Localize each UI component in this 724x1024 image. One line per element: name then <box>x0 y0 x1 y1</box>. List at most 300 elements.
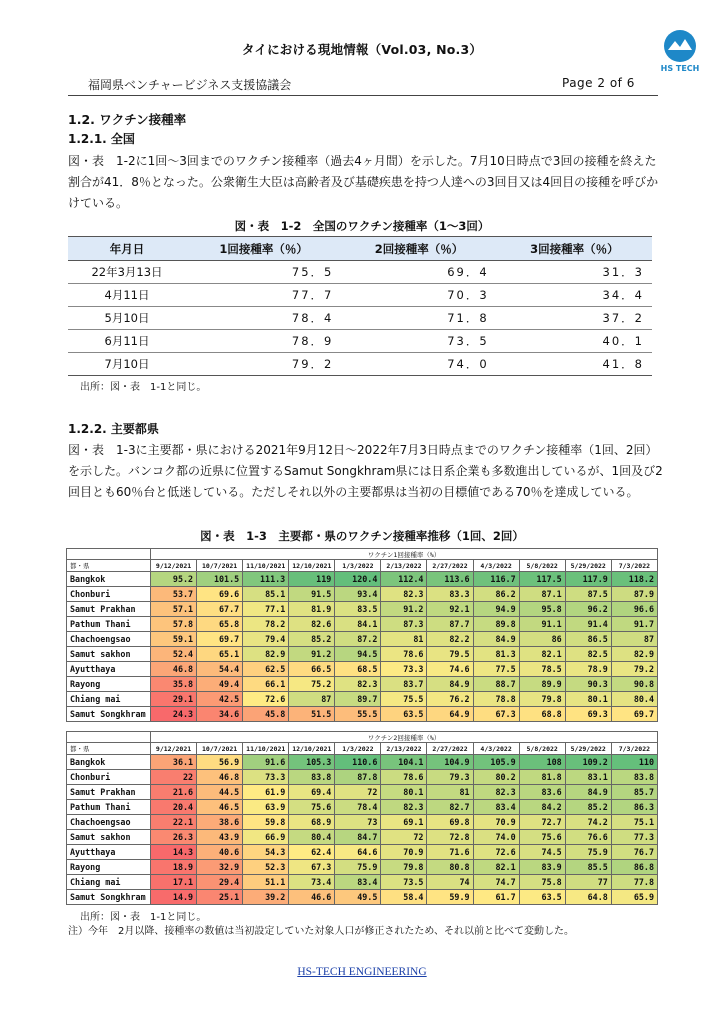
heatmap-row <box>67 692 658 707</box>
heatmap-value-cell: 118.2 <box>611 572 657 587</box>
heatmap-value-cell: 83.4 <box>335 875 381 890</box>
heatmap-row <box>67 617 658 632</box>
table-cell-rate: 73．5 <box>341 330 496 353</box>
heatmap-value-cell: 61.7 <box>473 890 519 905</box>
heatmap-value-cell: 69.3 <box>565 707 611 722</box>
heatmap-value-cell: 91.6 <box>243 755 289 770</box>
heatmap-row <box>67 647 658 662</box>
heatmap-value-cell: 78.2 <box>243 617 289 632</box>
heatmap-value-cell: 77.8 <box>611 875 657 890</box>
heatmap-value-cell: 42.5 <box>197 692 243 707</box>
heatmap-value-cell: 83.1 <box>565 770 611 785</box>
heatmap-value-cell: 108 <box>519 755 565 770</box>
heatmap-value-cell: 91.4 <box>565 617 611 632</box>
heatmap-value-cell: 119 <box>289 572 335 587</box>
heatmap-province-name: Samut sakhon <box>67 830 151 845</box>
heatmap-value-cell: 90.8 <box>611 677 657 692</box>
heatmap-header-row <box>67 743 658 755</box>
column-header-dose2: 2回接種率（％） <box>341 237 496 261</box>
column-header-dose3: 3回接種率（％） <box>497 237 652 261</box>
heatmap-date-header: 5/29/2022 <box>565 743 611 755</box>
heatmap-value-cell: 63.5 <box>519 890 565 905</box>
heatmap-value-cell: 104.1 <box>381 755 427 770</box>
heatmap-value-cell: 80.1 <box>381 785 427 800</box>
heatmap-value-cell: 84.1 <box>335 617 381 632</box>
heatmap-value-cell: 72.8 <box>427 830 473 845</box>
heatmap-group-title: ワクチン2回接種率（%） <box>151 732 658 743</box>
heatmap-value-cell: 117.5 <box>519 572 565 587</box>
heatmap-value-cell: 94.5 <box>335 647 381 662</box>
table-cell-rate: 34．4 <box>497 284 652 307</box>
heatmap-value-cell: 69.8 <box>427 815 473 830</box>
heatmap-value-cell: 59.9 <box>427 890 473 905</box>
heatmap-value-cell: 67.7 <box>197 602 243 617</box>
heatmap-province-name: Ayutthaya <box>67 845 151 860</box>
section-heading-1-2: 1.2. ワクチン接種率 <box>68 112 187 127</box>
heatmap-value-cell: 76.7 <box>611 845 657 860</box>
heatmap-value-cell: 63.5 <box>381 707 427 722</box>
table-cell-rate: 78．9 <box>186 330 341 353</box>
table-cell-date: 5月10日 <box>68 307 186 330</box>
heatmap-value-cell: 75.9 <box>565 845 611 860</box>
heatmap-value-cell: 104.9 <box>427 755 473 770</box>
heatmap-value-cell: 21.6 <box>151 785 197 800</box>
heatmap-date-header: 12/10/2021 <box>289 743 335 755</box>
heatmap-date-header: 10/7/2021 <box>197 743 243 755</box>
heatmap-value-cell: 81.8 <box>519 770 565 785</box>
heatmap-value-cell: 52.3 <box>243 860 289 875</box>
heatmap-value-cell: 80.4 <box>611 692 657 707</box>
heatmap-value-cell: 80.1 <box>565 692 611 707</box>
heatmap-row <box>67 815 658 830</box>
heatmap-value-cell: 77 <box>565 875 611 890</box>
heatmap-value-cell: 40.6 <box>197 845 243 860</box>
page-number: Page 2 of 6 <box>562 76 635 90</box>
heatmap-value-cell: 74.7 <box>473 875 519 890</box>
table-cell-date: 7月10日 <box>68 353 186 376</box>
heatmap-row <box>67 677 658 692</box>
heatmap-value-cell: 18.9 <box>151 860 197 875</box>
heatmap-value-cell: 76.6 <box>565 830 611 845</box>
heatmap-value-cell: 35.8 <box>151 677 197 692</box>
heatmap-value-cell: 89.7 <box>335 692 381 707</box>
heatmap-value-cell: 72 <box>381 830 427 845</box>
heatmap-group-row <box>67 732 658 743</box>
heatmap-value-cell: 69.6 <box>197 587 243 602</box>
heatmap-value-cell: 95.8 <box>519 602 565 617</box>
heatmap-group-title: ワクチン1回接種率（%） <box>151 549 658 560</box>
heatmap-value-cell: 54.4 <box>197 662 243 677</box>
heatmap-province-name: Chiang mai <box>67 875 151 890</box>
heatmap-value-cell: 81 <box>381 632 427 647</box>
heatmap-row <box>67 890 658 905</box>
heatmap-value-cell: 82.9 <box>611 647 657 662</box>
heatmap-row <box>67 860 658 875</box>
heatmap-value-cell: 24.3 <box>151 707 197 722</box>
heatmap-value-cell: 75.1 <box>611 815 657 830</box>
heatmap-value-cell: 36.1 <box>151 755 197 770</box>
heatmap-date-header: 2/13/2022 <box>381 743 427 755</box>
heatmap-date-header: 5/29/2022 <box>565 560 611 572</box>
header-organization: 福岡県ベンチャービジネス支援協議会 <box>88 78 292 92</box>
heatmap-value-cell: 46.5 <box>197 800 243 815</box>
heatmap-value-cell: 82.2 <box>427 632 473 647</box>
heatmap-value-cell: 51.1 <box>243 875 289 890</box>
heatmap-value-cell: 59.1 <box>151 632 197 647</box>
section-heading-1-2-1: 1.2.1. 全国 <box>68 132 135 146</box>
section-heading-1-2-2: 1.2.2. 主要都県 <box>68 422 159 436</box>
heatmap-value-cell: 52.4 <box>151 647 197 662</box>
heatmap-value-cell: 80.8 <box>427 860 473 875</box>
heatmap-value-cell: 81 <box>427 785 473 800</box>
heatmap-value-cell: 105.3 <box>289 755 335 770</box>
heatmap-value-cell: 73.3 <box>381 662 427 677</box>
heatmap-value-cell: 78.5 <box>519 662 565 677</box>
heatmap-value-cell: 91.1 <box>519 617 565 632</box>
heatmap-value-cell: 87.5 <box>565 587 611 602</box>
heatmap-value-cell: 84.7 <box>335 830 381 845</box>
heatmap-value-cell: 44.5 <box>197 785 243 800</box>
heatmap-province-name: Samut Songkhram <box>67 890 151 905</box>
heatmap-value-cell: 79.5 <box>427 647 473 662</box>
table-cell-rate: 77．7 <box>186 284 341 307</box>
heatmap-date-header: 9/12/2021 <box>151 560 197 572</box>
heatmap-row <box>67 662 658 677</box>
heatmap-value-cell: 83.3 <box>427 587 473 602</box>
heatmap-value-cell: 117.9 <box>565 572 611 587</box>
caption-table-1-3: 図・表 1-3 主要都・県のワクチン接種率推移（1回、2回） <box>200 529 524 543</box>
heatmap-value-cell: 68.9 <box>289 815 335 830</box>
heatmap-row <box>67 632 658 647</box>
heatmap-row <box>67 875 658 890</box>
heatmap-value-cell: 22 <box>151 770 197 785</box>
heatmap-rowhead: 都・県 <box>67 743 151 755</box>
heatmap-value-cell: 69.1 <box>381 815 427 830</box>
heatmap-value-cell: 85.2 <box>565 800 611 815</box>
table-row <box>68 307 652 330</box>
heatmap-value-cell: 78.6 <box>381 770 427 785</box>
heatmap-value-cell: 69.7 <box>197 632 243 647</box>
hs-tech-logo <box>656 26 704 74</box>
heatmap-value-cell: 72.6 <box>473 845 519 860</box>
heatmap-value-cell: 87 <box>289 692 335 707</box>
heatmap-value-cell: 65.8 <box>197 617 243 632</box>
heatmap-value-cell: 80.4 <box>289 830 335 845</box>
heatmap-value-cell: 54.3 <box>243 845 289 860</box>
heatmap-value-cell: 78.9 <box>565 662 611 677</box>
heatmap-value-cell: 116.7 <box>473 572 519 587</box>
heatmap-date-header: 5/8/2022 <box>519 560 565 572</box>
heatmap-value-cell: 29.4 <box>197 875 243 890</box>
heatmap-value-cell: 75.5 <box>381 692 427 707</box>
heatmap-value-cell: 110.6 <box>335 755 381 770</box>
heatmap-value-cell: 77.3 <box>611 830 657 845</box>
heatmap-value-cell: 82.5 <box>565 647 611 662</box>
heatmap-value-cell: 89.8 <box>473 617 519 632</box>
heatmap-value-cell: 82.3 <box>381 800 427 815</box>
heatmap-value-cell: 46.8 <box>197 770 243 785</box>
table-cell-date: 6月11日 <box>68 330 186 353</box>
heatmap-value-cell: 78.6 <box>381 647 427 662</box>
heatmap-value-cell: 86.8 <box>611 860 657 875</box>
heatmap-value-cell: 87.2 <box>335 632 381 647</box>
heatmap-value-cell: 83.8 <box>289 770 335 785</box>
paragraph-provinces: 図・表 1-3に主要都・県における2021年9月12日～2022年7月3日時点までのワクチン接種率（1回、2回）を示した。バンコク都の近県に位置するSamut Songkhram県には日系企業も多数進出しているが、1回及び2回目とも60％台と低迷している。ただしそれ以外の主要都県は当初の目標値である70％を達成している。 <box>68 443 663 499</box>
heatmap-value-cell: 84.9 <box>427 677 473 692</box>
heatmap-value-cell: 49.4 <box>197 677 243 692</box>
heatmap-value-cell: 91.2 <box>289 647 335 662</box>
heatmap-province-name: Samut Songkhram <box>67 707 151 722</box>
heatmap-value-cell: 83.8 <box>611 770 657 785</box>
heatmap-value-cell: 32.9 <box>197 860 243 875</box>
heatmap-value-cell: 90.3 <box>565 677 611 692</box>
heatmap-value-cell: 61.9 <box>243 785 289 800</box>
heatmap-value-cell: 84.2 <box>519 800 565 815</box>
table-row <box>68 261 652 284</box>
heatmap-value-cell: 82.7 <box>427 800 473 815</box>
heatmap-value-cell: 120.4 <box>335 572 381 587</box>
heatmap-value-cell: 75.9 <box>335 860 381 875</box>
heatmap-value-cell: 66.9 <box>243 830 289 845</box>
heatmap-value-cell: 82.6 <box>289 617 335 632</box>
heatmap-value-cell: 69.4 <box>289 785 335 800</box>
heatmap-value-cell: 75.6 <box>289 800 335 815</box>
heatmap-date-header: 11/10/2021 <box>243 743 289 755</box>
heatmap-value-cell: 34.6 <box>197 707 243 722</box>
heatmap-value-cell: 73.4 <box>289 875 335 890</box>
heatmap-value-cell: 22.1 <box>151 815 197 830</box>
heatmap-value-cell: 25.1 <box>197 890 243 905</box>
heatmap-value-cell: 105.9 <box>473 755 519 770</box>
heatmap-value-cell: 87.3 <box>381 617 427 632</box>
heatmap-value-cell: 96.2 <box>565 602 611 617</box>
dose2-heatmap-table <box>66 731 658 905</box>
heatmap-value-cell: 67.3 <box>289 860 335 875</box>
heatmap-value-cell: 75.6 <box>519 830 565 845</box>
heatmap-province-name: Ayutthaya <box>67 662 151 677</box>
source-note-1: 出所：図・表 1-1と同じ。 <box>80 382 207 393</box>
paragraph-national: 図・表 1-2に1回～3回までのワクチン接種率（過去4ヶ月間）を示した。7月10日時点で3回の接種を終えた割合が41．8％となった。公衆衛生大臣は高齢者及び基礎疾患を持つ人達への3回目又は4回目の接種を呼びかけている。 <box>68 154 659 210</box>
heatmap-value-cell: 79.4 <box>243 632 289 647</box>
header-divider <box>68 95 658 96</box>
heatmap-value-cell: 81.9 <box>289 602 335 617</box>
heatmap-value-cell: 74.6 <box>427 662 473 677</box>
heatmap-value-cell: 83.7 <box>381 677 427 692</box>
table-cell-rate: 71．8 <box>341 307 496 330</box>
heatmap-value-cell: 86 <box>519 632 565 647</box>
heatmap-value-cell: 86.2 <box>473 587 519 602</box>
table-cell-rate: 74．0 <box>341 353 496 376</box>
heatmap-value-cell: 55.5 <box>335 707 381 722</box>
table-cell-rate: 79．2 <box>186 353 341 376</box>
footnote: 注）今年 2月以降、接種率の数値は当初設定していた対象人口が修正されたため、それ以前と比べて変動した。 <box>68 926 574 937</box>
heatmap-value-cell: 85.5 <box>565 860 611 875</box>
heatmap-value-cell: 110 <box>611 755 657 770</box>
heatmap-value-cell: 64.6 <box>335 845 381 860</box>
heatmap-value-cell: 83.6 <box>519 785 565 800</box>
heatmap-row <box>67 800 658 815</box>
heatmap-value-cell: 79.2 <box>611 662 657 677</box>
heatmap-value-cell: 86.3 <box>611 800 657 815</box>
heatmap-value-cell: 94.9 <box>473 602 519 617</box>
heatmap-date-header: 1/3/2022 <box>335 743 381 755</box>
heatmap-value-cell: 73.5 <box>381 875 427 890</box>
heatmap-value-cell: 83.5 <box>335 602 381 617</box>
heatmap-value-cell: 68.8 <box>519 707 565 722</box>
heatmap-value-cell: 65.9 <box>611 890 657 905</box>
heatmap-value-cell: 46.6 <box>289 890 335 905</box>
heatmap-value-cell: 58.4 <box>381 890 427 905</box>
heatmap-value-cell: 38.6 <box>197 815 243 830</box>
heatmap-value-cell: 73 <box>335 815 381 830</box>
heatmap-province-name: Bangkok <box>67 572 151 587</box>
heatmap-value-cell: 57.8 <box>151 617 197 632</box>
heatmap-value-cell: 70.9 <box>473 815 519 830</box>
heatmap-date-header: 12/10/2021 <box>289 560 335 572</box>
heatmap-value-cell: 111.3 <box>243 572 289 587</box>
heatmap-province-name: Chachoengsao <box>67 632 151 647</box>
heatmap-value-cell: 67.3 <box>473 707 519 722</box>
heatmap-province-name: Samut sakhon <box>67 647 151 662</box>
heatmap-value-cell: 72.7 <box>519 815 565 830</box>
table-cell-date: 22年3月13日 <box>68 261 186 284</box>
heatmap-value-cell: 46.8 <box>151 662 197 677</box>
heatmap-value-cell: 112.4 <box>381 572 427 587</box>
footer-link[interactable]: HS-TECH ENGINEERING <box>297 966 427 978</box>
heatmap-value-cell: 75.2 <box>289 677 335 692</box>
table-cell-rate: 78．4 <box>186 307 341 330</box>
heatmap-value-cell: 101.5 <box>197 572 243 587</box>
heatmap-value-cell: 92.1 <box>427 602 473 617</box>
heatmap-value-cell: 68.5 <box>335 662 381 677</box>
heatmap-value-cell: 78.8 <box>473 692 519 707</box>
heatmap-date-header: 2/27/2022 <box>427 560 473 572</box>
table-row <box>68 330 652 353</box>
heatmap-value-cell: 87.8 <box>335 770 381 785</box>
heatmap-value-cell: 64.9 <box>427 707 473 722</box>
heatmap-value-cell: 85.1 <box>243 587 289 602</box>
heatmap-row <box>67 770 658 785</box>
heatmap-value-cell: 73.3 <box>243 770 289 785</box>
heatmap-value-cell: 80.2 <box>473 770 519 785</box>
heatmap-value-cell: 82.3 <box>381 587 427 602</box>
heatmap-value-cell: 29.1 <box>151 692 197 707</box>
heatmap-value-cell: 26.3 <box>151 830 197 845</box>
heatmap-row <box>67 587 658 602</box>
table-row <box>68 353 652 376</box>
heatmap-value-cell: 79.8 <box>381 860 427 875</box>
heatmap-value-cell: 74.5 <box>519 845 565 860</box>
heatmap-province-name: Chonburi <box>67 587 151 602</box>
heatmap-value-cell: 95.2 <box>151 572 197 587</box>
heatmap-value-cell: 59.8 <box>243 815 289 830</box>
heatmap-value-cell: 89.9 <box>519 677 565 692</box>
heatmap-value-cell: 85.7 <box>611 785 657 800</box>
heatmap-value-cell: 77.1 <box>243 602 289 617</box>
heatmap-value-cell: 83.9 <box>519 860 565 875</box>
heatmap-province-name: Chiang mai <box>67 692 151 707</box>
heatmap-province-name: Chachoengsao <box>67 815 151 830</box>
heatmap-value-cell: 65.1 <box>197 647 243 662</box>
heatmap-row <box>67 755 658 770</box>
heatmap-value-cell: 17.1 <box>151 875 197 890</box>
heatmap-value-cell: 87 <box>611 632 657 647</box>
heatmap-rowhead: 都・県 <box>67 560 151 572</box>
heatmap-value-cell: 79.8 <box>519 692 565 707</box>
heatmap-value-cell: 56.9 <box>197 755 243 770</box>
heatmap-value-cell: 63.9 <box>243 800 289 815</box>
heatmap-date-header: 7/3/2022 <box>611 560 657 572</box>
heatmap-province-name: Rayong <box>67 677 151 692</box>
heatmap-row <box>67 845 658 860</box>
heatmap-province-name: Rayong <box>67 860 151 875</box>
heatmap-value-cell: 88.7 <box>473 677 519 692</box>
heatmap-value-cell: 93.4 <box>335 587 381 602</box>
source-note-2: 出所：図・表 1-1と同じ。 <box>80 912 207 923</box>
heatmap-value-cell: 109.2 <box>565 755 611 770</box>
heatmap-value-cell: 87.7 <box>427 617 473 632</box>
heatmap-value-cell: 66.5 <box>289 662 335 677</box>
heatmap-value-cell: 53.7 <box>151 587 197 602</box>
table-cell-rate: 31．3 <box>497 261 652 284</box>
heatmap-province-name: Pathum Thani <box>67 800 151 815</box>
heatmap-value-cell: 14.9 <box>151 890 197 905</box>
heatmap-value-cell: 43.9 <box>197 830 243 845</box>
heatmap-province-name: Samut Prakhan <box>67 602 151 617</box>
table-cell-rate: 37．2 <box>497 307 652 330</box>
heatmap-value-cell: 82.3 <box>473 785 519 800</box>
heatmap-date-header: 2/13/2022 <box>381 560 427 572</box>
heatmap-value-cell: 76.2 <box>427 692 473 707</box>
heatmap-value-cell: 79.3 <box>427 770 473 785</box>
heatmap-value-cell: 85.2 <box>289 632 335 647</box>
heatmap-value-cell: 74.2 <box>565 815 611 830</box>
heatmap-value-cell: 20.4 <box>151 800 197 815</box>
heatmap-value-cell: 113.6 <box>427 572 473 587</box>
heatmap-value-cell: 64.8 <box>565 890 611 905</box>
heatmap-value-cell: 74.0 <box>473 830 519 845</box>
heatmap-value-cell: 62.4 <box>289 845 335 860</box>
table-cell-date: 4月11日 <box>68 284 186 307</box>
heatmap-value-cell: 87.1 <box>519 587 565 602</box>
table-cell-rate: 41．8 <box>497 353 652 376</box>
column-header-dose1: 1回接種率（％） <box>186 237 341 261</box>
heatmap-date-header: 9/12/2021 <box>151 743 197 755</box>
heatmap-value-cell: 39.2 <box>243 890 289 905</box>
table-cell-rate: 75．5 <box>186 261 341 284</box>
heatmap-value-cell: 82.1 <box>519 647 565 662</box>
heatmap-date-header: 5/8/2022 <box>519 743 565 755</box>
column-header-date: 年月日 <box>68 237 186 261</box>
heatmap-province-name: Chonburi <box>67 770 151 785</box>
heatmap-value-cell: 82.9 <box>243 647 289 662</box>
heatmap-date-header: 4/3/2022 <box>473 560 519 572</box>
heatmap-value-cell: 71.6 <box>427 845 473 860</box>
heatmap-value-cell: 87.9 <box>611 587 657 602</box>
heatmap-row <box>67 602 658 617</box>
heatmap-date-header: 7/3/2022 <box>611 743 657 755</box>
table-row <box>68 284 652 307</box>
heatmap-value-cell: 82.3 <box>335 677 381 692</box>
logo-text: HS TECH <box>660 64 700 73</box>
heatmap-row <box>67 707 658 722</box>
heatmap-value-cell: 45.8 <box>243 707 289 722</box>
heatmap-value-cell: 84.9 <box>565 785 611 800</box>
heatmap-value-cell: 49.5 <box>335 890 381 905</box>
heatmap-value-cell: 91.2 <box>381 602 427 617</box>
heatmap-value-cell: 72.6 <box>243 692 289 707</box>
caption-table-1-2: 図・表 1-2 全国のワクチン接種率（1～3回） <box>234 219 490 233</box>
